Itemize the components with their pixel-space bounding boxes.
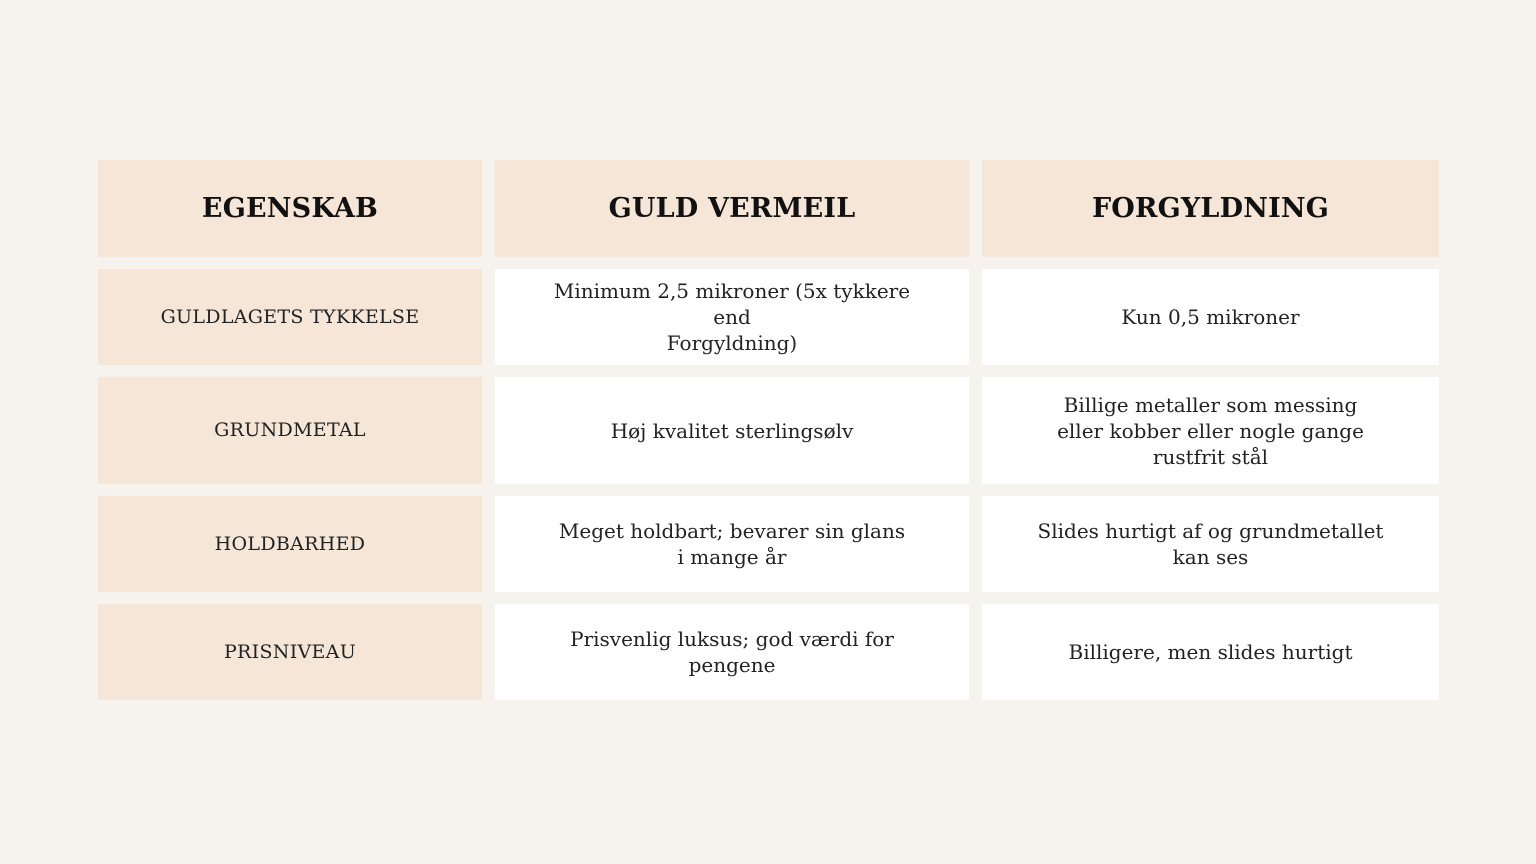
row-value-durability-vermeil: Meget holdbart; bevarer sin glans i mange år: [495, 496, 969, 592]
comparison-table: [98, 160, 1439, 700]
row-value-base-metal-plating: Billige metaller som messing eller kobber eller nogle gange rustfrit stål: [982, 377, 1439, 484]
row-value-price-vermeil: Prisvenlig luksus; god værdi for pengene: [495, 604, 969, 700]
row-value-thickness-vermeil: Minimum 2,5 mikroner (5x tykkere end Forgyldning): [495, 269, 969, 365]
header-property: EGENSKAB: [98, 160, 482, 257]
row-label-price: PRISNIVEAU: [98, 604, 482, 700]
header-guld-vermeil: GULD VERMEIL: [495, 160, 969, 257]
row-label-durability: HOLDBARHED: [98, 496, 482, 592]
header-forgyldning: FORGYLDNING: [982, 160, 1439, 257]
row-label-base-metal: GRUNDMETAL: [98, 377, 482, 484]
row-value-price-plating: Billigere, men slides hurtigt: [982, 604, 1439, 700]
row-value-durability-plating: Slides hurtigt af og grundmetallet kan ses: [982, 496, 1439, 592]
row-value-thickness-plating: Kun 0,5 mikroner: [982, 269, 1439, 365]
row-value-base-metal-vermeil: Høj kvalitet sterlingsølv: [495, 377, 969, 484]
row-label-thickness: GULDLAGETS TYKKELSE: [98, 269, 482, 365]
